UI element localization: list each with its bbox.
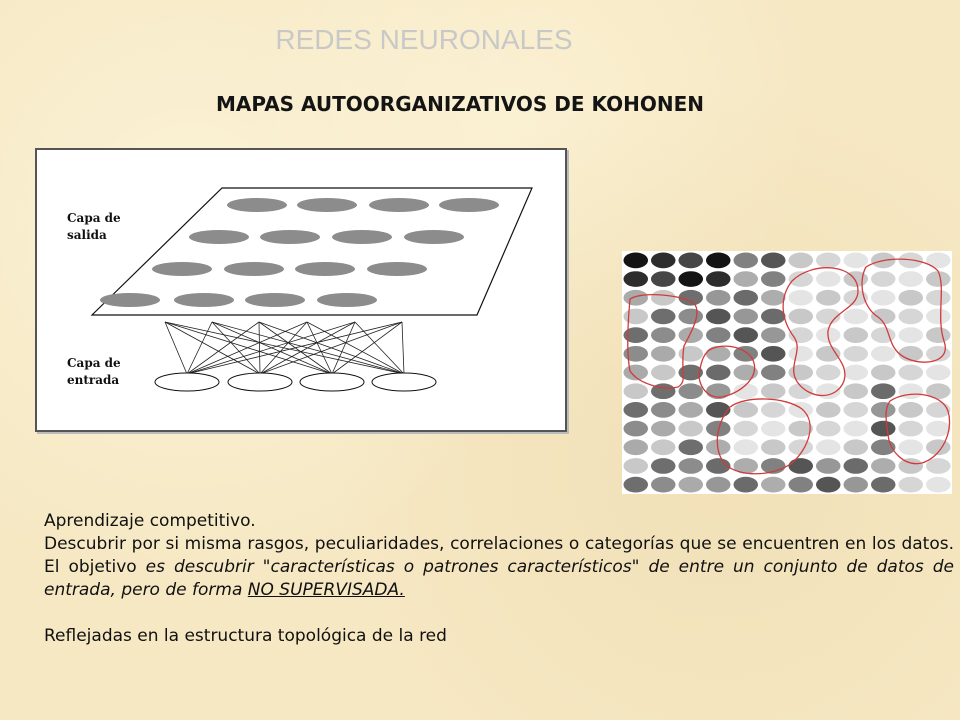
map-node (899, 309, 924, 325)
output-layer-label (67, 210, 121, 244)
body-line-last: Reflejadas en la estructura topológica de la red (44, 626, 447, 646)
map-node (624, 253, 649, 269)
output-neuron (317, 293, 377, 307)
map-node (624, 290, 649, 306)
map-node (734, 439, 759, 455)
map-node (816, 421, 841, 437)
map-node (789, 458, 814, 474)
map-node (706, 290, 731, 306)
output-layer-label-line2: salida (67, 228, 107, 242)
map-node (789, 346, 814, 362)
map-node (926, 458, 951, 474)
map-node (734, 402, 759, 418)
map-node (651, 271, 676, 287)
map-node (926, 477, 951, 493)
connection-line (355, 322, 404, 374)
map-node (651, 458, 676, 474)
map-node (789, 365, 814, 381)
map-node (679, 402, 704, 418)
map-node (679, 477, 704, 493)
map-node (926, 271, 951, 287)
map-node (651, 253, 676, 269)
input-layer-label (67, 355, 121, 389)
input-neuron (372, 373, 436, 391)
map-node (706, 253, 731, 269)
map-node (679, 271, 704, 287)
map-node (679, 309, 704, 325)
map-node (844, 346, 869, 362)
map-node (679, 421, 704, 437)
map-node (651, 439, 676, 455)
map-node (761, 383, 786, 399)
map-node (734, 290, 759, 306)
map-node (871, 290, 896, 306)
map-node (844, 253, 869, 269)
map-node (844, 327, 869, 343)
map-node (624, 346, 649, 362)
map-node (789, 271, 814, 287)
map-node (844, 402, 869, 418)
map-node (651, 402, 676, 418)
map-node (816, 290, 841, 306)
map-node (899, 439, 924, 455)
map-node (871, 477, 896, 493)
som-map-diagram (622, 251, 952, 494)
slide-subtitle: MAPAS AUTOORGANIZATIVOS DE KOHONEN (216, 92, 704, 116)
map-node (624, 439, 649, 455)
map-node (844, 309, 869, 325)
map-node (679, 346, 704, 362)
connection-line (259, 322, 260, 374)
connection-line (307, 322, 332, 374)
map-node (816, 271, 841, 287)
kohonen-network-figure (35, 148, 567, 432)
map-node (679, 253, 704, 269)
output-neuron (404, 230, 464, 244)
map-node (624, 421, 649, 437)
map-node (816, 402, 841, 418)
connection-line (402, 322, 404, 374)
map-node (761, 402, 786, 418)
map-node (734, 271, 759, 287)
map-node (761, 290, 786, 306)
map-node (871, 402, 896, 418)
output-neuron (367, 262, 427, 276)
body-paragraph (44, 533, 954, 602)
map-node (761, 421, 786, 437)
map-node (651, 346, 676, 362)
body-text (44, 510, 954, 648)
connection-line (212, 322, 332, 374)
map-node (624, 271, 649, 287)
map-node (761, 271, 786, 287)
input-layer-label-line2: entrada (67, 373, 120, 387)
map-node (899, 477, 924, 493)
map-node (706, 271, 731, 287)
map-node (734, 327, 759, 343)
map-node (926, 290, 951, 306)
output-neuron (439, 198, 499, 212)
map-node (734, 309, 759, 325)
map-node (844, 271, 869, 287)
map-node (761, 477, 786, 493)
slide-title: REDES NEURONALES (275, 24, 573, 55)
map-node (651, 421, 676, 437)
output-layer-label-line1: Capa de (67, 211, 121, 225)
map-node (761, 309, 786, 325)
map-node (816, 346, 841, 362)
map-node (926, 327, 951, 343)
output-neuron (332, 230, 392, 244)
map-node (706, 327, 731, 343)
map-node (679, 439, 704, 455)
map-node (624, 383, 649, 399)
map-node (871, 365, 896, 381)
map-node (789, 290, 814, 306)
map-node (624, 477, 649, 493)
map-node (844, 421, 869, 437)
map-node (706, 365, 731, 381)
map-node (871, 458, 896, 474)
map-node (706, 346, 731, 362)
connection-line (187, 322, 307, 374)
map-node (624, 458, 649, 474)
input-neuron (300, 373, 364, 391)
output-neuron (100, 293, 160, 307)
map-node (761, 346, 786, 362)
som-map-figure (622, 251, 952, 494)
map-node (651, 477, 676, 493)
map-node (899, 271, 924, 287)
map-node (706, 402, 731, 418)
map-node (871, 383, 896, 399)
input-layer-label-line1: Capa de (67, 356, 121, 370)
map-node (899, 402, 924, 418)
map-node (871, 327, 896, 343)
output-neuron (174, 293, 234, 307)
map-node (844, 383, 869, 399)
body-line-1: Aprendizaje competitivo. (44, 511, 256, 531)
map-node (761, 327, 786, 343)
output-neuron (260, 230, 320, 244)
map-node (706, 477, 731, 493)
body-paragraph-plain: Descubrir por si misma rasgos, peculiaridades, correlaciones o categorías que se encuentren en los datos. El objetivo (44, 534, 954, 577)
map-node (871, 346, 896, 362)
body-paragraph-underlined: NO SUPERVISADA. (247, 580, 405, 600)
map-node (789, 402, 814, 418)
map-node (651, 290, 676, 306)
body-paragraph-italic: es descubrir "características o patrones característicos" de entre un conjunto de datos de entrada, pero de forma (44, 557, 955, 600)
map-node (926, 402, 951, 418)
map-node (679, 327, 704, 343)
map-node (679, 383, 704, 399)
map-node (816, 458, 841, 474)
output-neuron (297, 198, 357, 212)
map-node (624, 402, 649, 418)
map-node (926, 421, 951, 437)
map-node (871, 271, 896, 287)
input-neuron (155, 373, 219, 391)
map-node (706, 309, 731, 325)
map-node (734, 421, 759, 437)
map-node (899, 458, 924, 474)
map-node (816, 477, 841, 493)
map-node (899, 327, 924, 343)
map-node (651, 365, 676, 381)
map-node (844, 365, 869, 381)
map-node (926, 309, 951, 325)
map-node (899, 290, 924, 306)
input-neuron (228, 373, 292, 391)
map-node (899, 421, 924, 437)
map-node (899, 365, 924, 381)
map-node (789, 477, 814, 493)
map-node (789, 253, 814, 269)
map-node (899, 383, 924, 399)
output-neuron (369, 198, 429, 212)
output-neuron (227, 198, 287, 212)
map-node (816, 439, 841, 455)
map-node (651, 327, 676, 343)
output-neuron (152, 262, 212, 276)
map-node (871, 421, 896, 437)
map-node (816, 365, 841, 381)
map-node (734, 477, 759, 493)
connection-line (165, 322, 187, 374)
output-neuron (189, 230, 249, 244)
map-node (926, 253, 951, 269)
map-node (789, 309, 814, 325)
map-node (926, 365, 951, 381)
map-node (816, 253, 841, 269)
map-node (761, 253, 786, 269)
map-node (679, 458, 704, 474)
map-node (761, 439, 786, 455)
map-node (651, 309, 676, 325)
map-node (844, 439, 869, 455)
map-node (844, 458, 869, 474)
map-node (844, 477, 869, 493)
output-neuron (295, 262, 355, 276)
map-node (734, 253, 759, 269)
connection-line (332, 322, 355, 374)
map-node (624, 309, 649, 325)
output-neuron (224, 262, 284, 276)
map-node (761, 365, 786, 381)
output-neuron (245, 293, 305, 307)
